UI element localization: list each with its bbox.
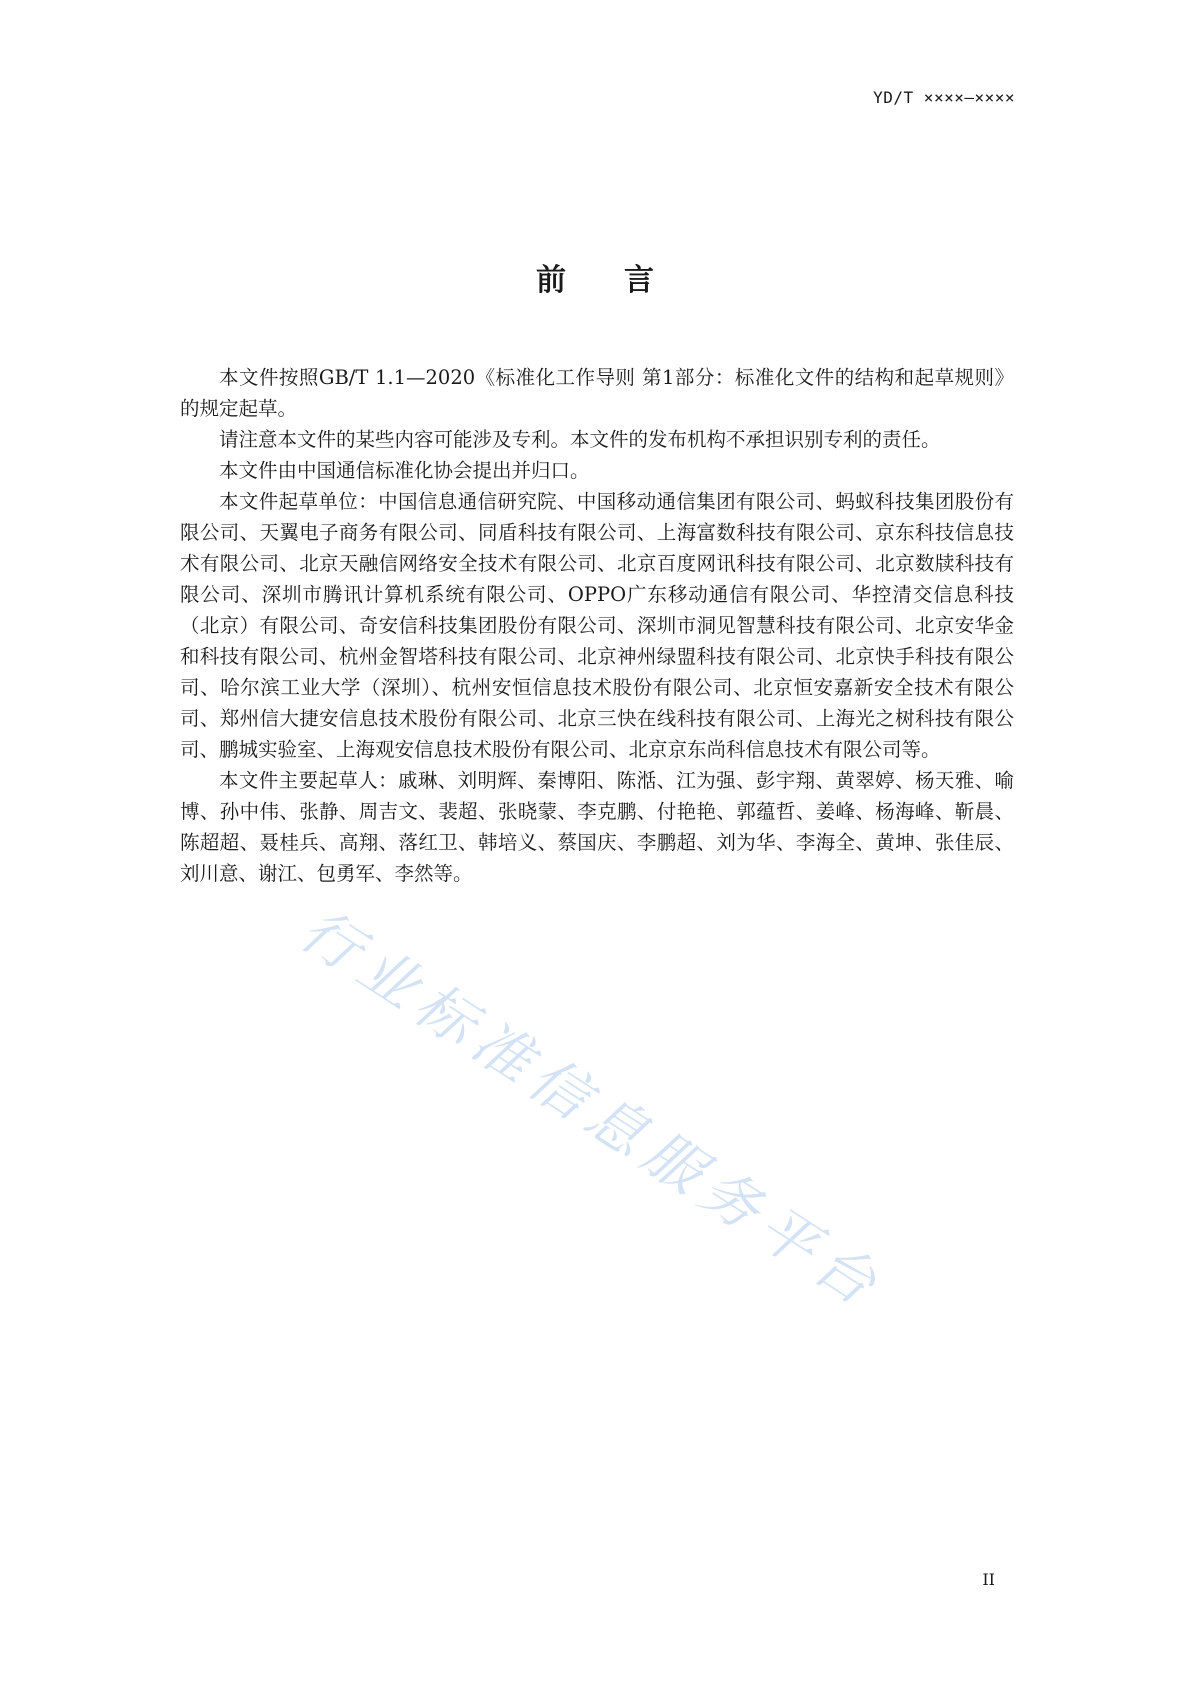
page-number: II bbox=[982, 1570, 995, 1589]
paragraph-drafting-units: 本文件起草单位：中国信息通信研究院、中国移动通信集团有限公司、蚂蚁科技集团股份有限公司、天翼电子商务有限公司、同盾科技有限公司、上海富数科技有限公司、京东科技信息技术有限公司、北京天融信网络安全技术有限公司、北京百度网讯科技有限公司、北京数牍科技有限公司、深圳市腾讯计算机系统有限公司、OPPO广东移动通信有限公司、华控清交信息科技（北京）有限公司、奇安信科技集团股份有限公司、深圳市洞见智慧科技有限公司、北京安华金和科技有限公司、杭州金智塔科技有限公司、北京神州绿盟科技有限公司、北京快手科技有限公司、哈尔滨工业大学（深圳）、杭州安恒信息技术股份有限公司、北京恒安嘉新安全技术有限公司、郑州信大捷安信息技术股份有限公司、北京三快在线科技有限公司、上海光之树科技有限公司、鹏城实验室、上海观安信息技术股份有限公司、北京京东尚科信息技术有限公司等。 bbox=[180, 490, 1014, 761]
foreword-body bbox=[180, 362, 1014, 889]
paragraph-patent-notice: 请注意本文件的某些内容可能涉及专利。本文件的发布机构不承担识别专利的责任。 bbox=[219, 428, 941, 451]
paragraph-drafters: 本文件主要起草人：戚琳、刘明辉、秦博阳、陈湉、江为强、彭宇翔、黄翠婷、杨天雅、喻博、孙中伟、张静、周吉文、裴超、张晓蒙、李克鹏、付艳艳、郭蕴哲、姜峰、杨海峰、靳晨、陈超超、聂桂兵、高翔、落红卫、韩培义、蔡国庆、李鹏超、刘为华、李海全、黄坤、张佳辰、刘川意、谢江、包勇军、李然等。 bbox=[180, 769, 1014, 885]
watermark: 行业标准信息服务平台 bbox=[288, 895, 896, 1323]
paragraph-proposer: 本文件由中国通信标准化协会提出并归口。 bbox=[219, 459, 590, 482]
paragraph-drafting-rules: 本文件按照GB/T 1.1—2020《标准化工作导则 第1部分：标准化文件的结构和起草规则》的规定起草。 bbox=[180, 366, 1014, 420]
page-title: 前言 bbox=[536, 263, 712, 298]
document-code: YD/T ××××—×××× bbox=[873, 88, 1015, 107]
